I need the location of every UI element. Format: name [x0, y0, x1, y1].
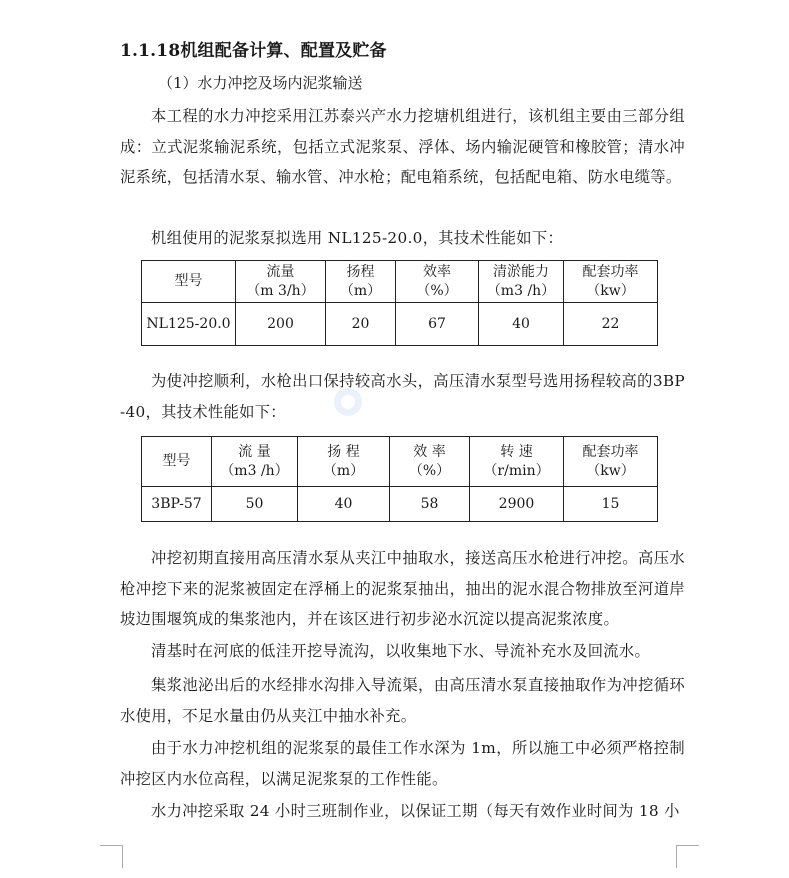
- table-header-row: [142, 261, 658, 303]
- subsection-heading: （1）水力冲挖及场内泥浆输送: [158, 74, 363, 92]
- table-cell: 3BP-57: [142, 487, 212, 522]
- section-heading: 1.1.18机组配备计算、配置及贮备: [120, 41, 387, 61]
- page-corner-mark-right: [676, 845, 699, 868]
- table-cell: 200: [236, 303, 326, 346]
- paragraph-mud-pump-intro: 机组使用的泥浆泵拟选用 NL125-20.0，其技术性能如下：: [151, 229, 564, 247]
- table-cell: 50: [212, 487, 298, 522]
- header-cell: 流 量 （m3 /h）: [212, 437, 298, 487]
- table-cell: 22: [564, 303, 658, 346]
- watermark-logo: [328, 382, 368, 422]
- paragraph-water-pump-intro: 为使冲挖顺利，水枪出口保持较高水头，高压清水泵型号选用扬程较高的3BP-40，其技术性能如下：: [120, 372, 685, 421]
- table-cell: 15: [564, 487, 658, 522]
- table-cell: 40: [479, 303, 564, 346]
- table-cell: 58: [390, 487, 470, 522]
- page-corner-mark-left: [100, 845, 123, 868]
- paragraph-water-depth: 由于水力冲挖机组的泥浆泵的最佳工作水深为 1m，所以施工中必须严格控制冲挖区内水位高程，以满足泥浆泵的工作性能。: [120, 739, 685, 788]
- paragraph-recycled-water: 集浆池泌出后的水经排水沟排入导流渠，由高压清水泵直接抽取作为冲挖循环水使用，不足水量由仍从夹江中抽水补充。: [120, 676, 685, 725]
- header-cell: 配套功率 （kw）: [564, 261, 658, 303]
- table-cell: 67: [396, 303, 479, 346]
- table-cell: 40: [298, 487, 390, 522]
- paragraph-unit-description: 本工程的水力冲挖采用江苏泰兴产水力挖塘机组进行，该机组主要由三部分组成：立式泥浆输泥系统，包括立式泥浆泵、浮体、场内输泥硬管和橡胶管；清水冲泥系统，包括清水泵、输水管、冲水枪；配电箱系统，包括配电箱、防水电缆等。: [120, 107, 685, 186]
- header-cell: 效率 （%）: [396, 261, 479, 303]
- header-cell: 效 率 （%）: [390, 437, 470, 487]
- header-cell: 扬 程 （m）: [298, 437, 390, 487]
- paragraph-schedule: 水力冲挖采取 24 小时三班制作业，以保证工期（每天有效作业时间为 18 小: [151, 802, 680, 820]
- header-cell: 型号: [142, 437, 212, 487]
- table-cell: NL125-20.0: [142, 303, 236, 346]
- paragraph-drainage-ditch: 清基时在河底的低洼开挖导流沟，以收集地下水、导流补充水及回流水。: [151, 642, 651, 660]
- table-cell: 20: [326, 303, 396, 346]
- paragraph-initial-excavation: 冲挖初期直接用高压清水泵从夹江中抽取水，接送高压水枪进行冲挖。高压水枪冲挖下来的泥浆被固定在浮桶上的泥浆泵抽出，抽出的泥水混合物排放至河道岸坡边围堰筑成的集浆池内，并在该区进行初步泌水沉淀以提高泥浆浓度。: [120, 549, 685, 628]
- table-header-row: [142, 437, 658, 487]
- table-row: [142, 487, 658, 522]
- water-pump-spec-table: [141, 436, 658, 522]
- header-cell: 配套功率 （kw）: [564, 437, 658, 487]
- table-cell: 2900: [470, 487, 564, 522]
- mud-pump-spec-table: [141, 260, 658, 346]
- header-cell: 流量 （m 3/h）: [236, 261, 326, 303]
- header-cell: 扬程 （m）: [326, 261, 396, 303]
- header-cell: 转 速 （r/min）: [470, 437, 564, 487]
- header-cell: 清淤能力 （m3 /h）: [479, 261, 564, 303]
- header-cell: 型号: [142, 261, 236, 303]
- table-row: [142, 303, 658, 346]
